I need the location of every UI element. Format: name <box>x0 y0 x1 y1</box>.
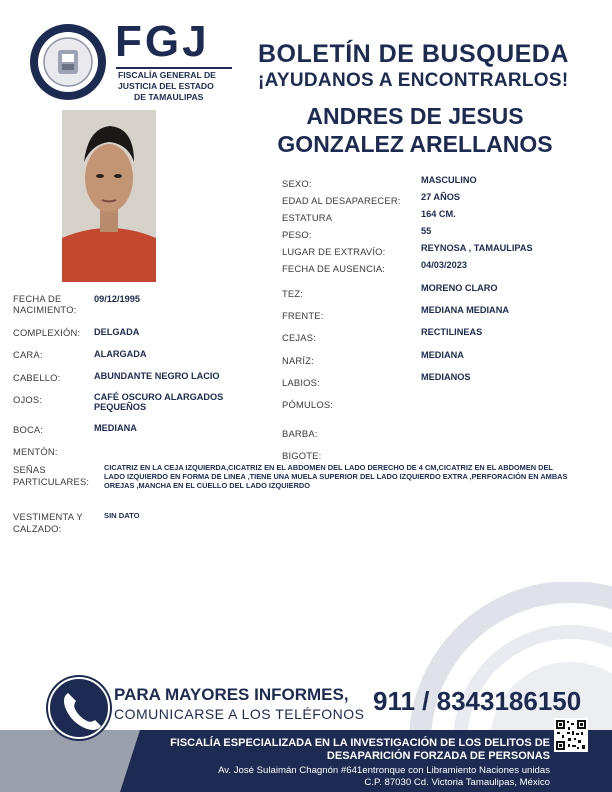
right-field-nariz <box>282 351 314 369</box>
contact-heading: PARA MAYORES INFORMES, <box>114 685 349 704</box>
name-line-1: ANDRES DE JESUS <box>306 103 524 129</box>
field-label-ojos: OJOS: <box>13 394 43 405</box>
field-label-fecha-nacimiento: FECHA DE NACIMIENTO: <box>13 293 77 315</box>
field-value-vestimenta: SIN DATO <box>104 511 140 520</box>
field-value-labios: MEDIANOS <box>421 372 471 382</box>
field-value-frente: MEDIANA MEDIANA <box>421 305 509 315</box>
office-name-line-2: DESAPARICIÓN FORZADA DE PERSONAS <box>326 750 550 762</box>
field-label: CEJAS: <box>282 332 317 343</box>
field-value-peso: 55 <box>421 226 432 236</box>
field-label: NARÍZ: <box>282 355 314 366</box>
field-label: SEXO: <box>282 178 312 189</box>
field-value-sexo: MASCULINO <box>421 175 477 185</box>
field-value-ojos: CAFÉ OSCURO ALARGADOS PEQUEÑOS <box>94 392 224 412</box>
missing-person-photo <box>62 110 156 282</box>
field-label: ESTATURA <box>282 212 333 223</box>
field-label-complexion: COMPLEXIÓN: <box>13 327 81 338</box>
right-field-sexo <box>282 174 312 192</box>
field-label: BARBA: <box>282 428 318 439</box>
right-field-fecha-ausencia <box>282 259 385 277</box>
field-label-vestimenta: VESTIMENTA Y CALZADO: <box>13 511 83 534</box>
field-value-complexion: DELGADA <box>94 327 140 337</box>
right-field-tez <box>282 284 303 302</box>
logo-divider <box>116 67 232 69</box>
logo-subtitle-line-2: JUSTICIA DEL ESTADO <box>118 81 214 91</box>
field-label-menton: MENTÓN: <box>13 446 58 457</box>
field-label: FRENTE: <box>282 310 324 321</box>
field-value-senas: CICATRIZ EN LA CEJA IZQUIERDA,CICATRIZ EN EL ABDOMEN DEL LADO DERECHO DE 4 CM,CICATRIZ EN EL ABDOMEN DEL LADO IZQUIERDO EN FORMA DE LINEA ,TIENE UNA MUELA SUPERIOR DEL LADO IZQUIERDO EXTRA ,PERFORACIÓN EN AMBAS OREJAS ,MANCHA EN EL CUELLO DEL LADO IZQUIERDO <box>104 463 568 490</box>
field-label: PÓMULOS: <box>282 399 334 410</box>
field-value-cabello: ABUNDANTE NEGRO LACIO <box>94 371 220 381</box>
field-label: PESO: <box>282 229 312 240</box>
right-field-estatura <box>282 208 332 226</box>
field-value-estatura: 164 CM. <box>421 209 456 219</box>
field-label: TEZ: <box>282 288 304 299</box>
logo-subtitle-line-3: DE TAMAULIPAS <box>134 92 204 102</box>
field-label-cara: CARA: <box>13 349 43 360</box>
logo-subtitle <box>118 70 238 103</box>
bulletin-title: BOLETÍN DE BUSQUEDA <box>258 40 569 68</box>
fgj-logo-text: FGJ <box>115 17 210 66</box>
right-field-peso <box>282 225 312 243</box>
right-field-labios <box>282 373 320 391</box>
right-field-pomulos <box>282 395 333 413</box>
phone-glyph-icon <box>46 675 112 741</box>
field-label: LUGAR DE EXTRAVÍO: <box>282 246 386 257</box>
logo-subtitle-line-1: FISCALÍA GENERAL DE <box>118 70 216 80</box>
field-label-cabello: CABELLO: <box>13 372 61 383</box>
right-field-barba <box>282 424 318 442</box>
right-field-lugar <box>282 242 385 260</box>
office-name-line-1: FISCALÍA ESPECIALIZADA EN LA INVESTIGACIÓN DE LOS DELITOS DE <box>170 737 550 749</box>
field-label: LABIOS: <box>282 377 320 388</box>
field-label: FECHA DE AUSENCIA: <box>282 263 386 274</box>
field-value-cejas: RECTILINEAS <box>421 327 483 337</box>
office-address-line-2: C.P. 87030 Cd. Victoria Tamaulipas, México <box>364 777 550 788</box>
field-value-edad: 27 AÑOS <box>421 192 460 202</box>
field-value-tez: MORENO CLARO <box>421 283 498 293</box>
field-label-senas: SEÑAS PARTICULARES: <box>13 464 90 487</box>
field-value-lugar: REYNOSA , TAMAULIPAS <box>421 243 533 253</box>
name-line-2: GONZALEZ ARELLANOS <box>277 131 553 157</box>
field-value-nariz: MEDIANA <box>421 350 464 360</box>
office-address-line-1: Av. José Sulaimán Chagnón #641entronque con Libramiento Naciones unidas <box>218 765 550 776</box>
phone-icon <box>46 675 112 741</box>
missing-person-name <box>230 102 600 158</box>
field-value-cara: ALARGADA <box>94 349 147 359</box>
field-value-fecha-ausencia: 04/03/2023 <box>421 260 467 270</box>
fgj-seal-logo <box>28 22 108 102</box>
field-label: BIGOTE: <box>282 450 322 461</box>
right-field-frente <box>282 306 324 324</box>
right-field-edad <box>282 191 401 209</box>
field-value-boca: MEDIANA <box>94 423 137 433</box>
contact-phone-number[interactable]: 911 / 8343186150 <box>373 686 582 716</box>
contact-subheading: COMUNICARSE A LOS TELÉFONOS <box>114 706 365 722</box>
field-label: EDAD AL DESAPARECER: <box>282 195 401 206</box>
field-label-boca: BOCA: <box>13 424 44 435</box>
right-field-cejas <box>282 328 316 346</box>
right-field-bigote <box>282 446 321 464</box>
qr-code-icon[interactable] <box>554 718 588 752</box>
bulletin-subtitle: ¡AYUDANOS A ENCONTRARLOS! <box>258 70 569 91</box>
field-value-fecha-nacimiento: 09/12/1995 <box>94 294 140 304</box>
